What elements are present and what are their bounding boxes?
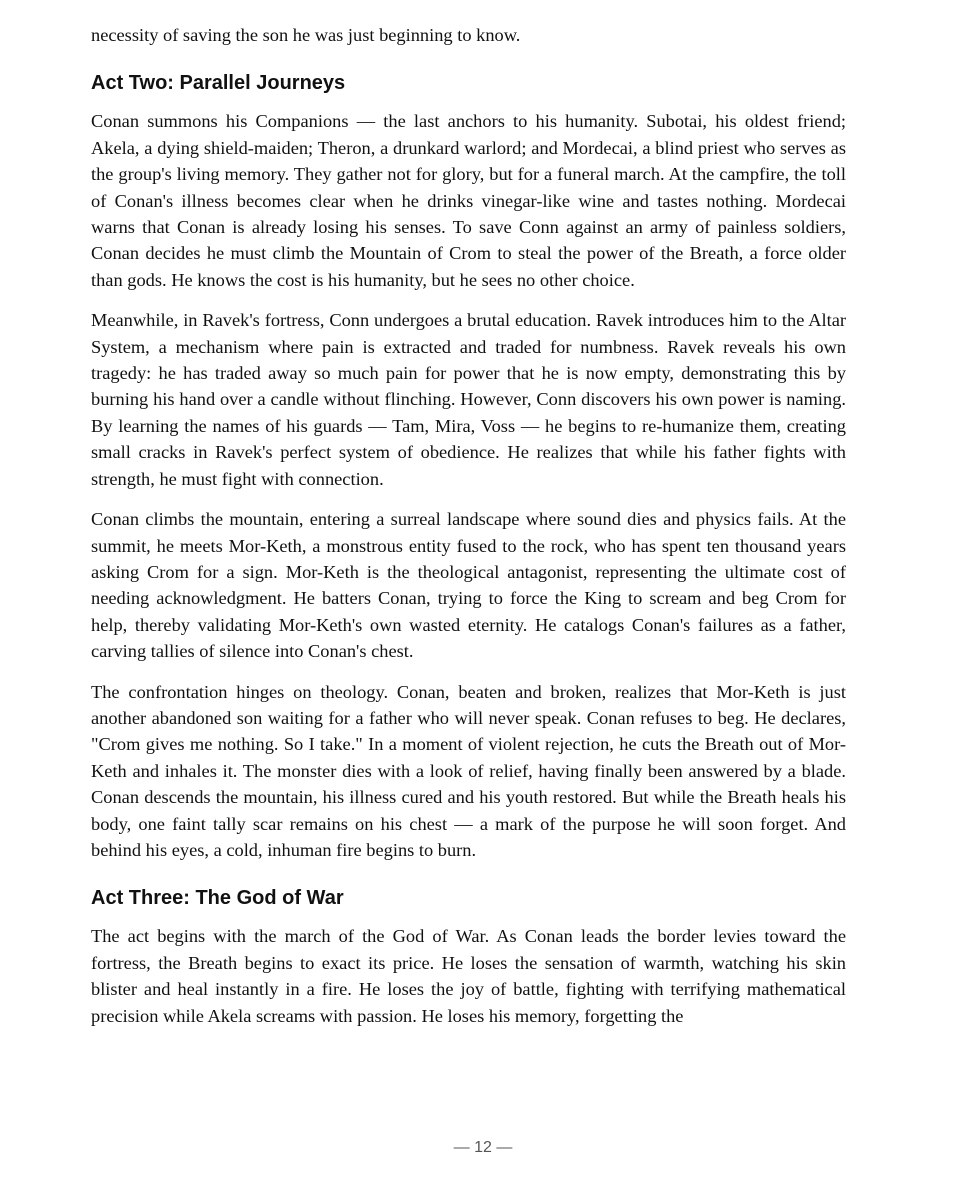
act-two-heading: Act Two: Parallel Journeys	[91, 72, 346, 95]
act-two-paragraph-1: Conan summons his Companions — the last anchors to his humanity. Subotai, his oldest friend; Akela, a dying shield-maiden; Theron, a drunkard warlord; and Mordecai, a blind priest who serves as the group's living memory. They gather not for glory, but for a funeral march. At the campfire, the toll of Conan's illness becomes clear when he drinks vinegar-like wine and tastes nothing. Mordecai warns that Conan is already losing his senses. To save Conn against an army of painless soldiers, Conan decides he must climb the Mountain of Crom to steal the power of the Breath, a force older than gods. He knows the cost is his humanity, but he sees no other choice.	[91, 111, 846, 290]
intro-paragraph: necessity of saving the son he was just beginning to know.	[91, 25, 521, 45]
act-three-paragraph-1: The act begins with the march of the God of War. As Conan leads the border levies toward the fortress, the Breath begins to exact its price. He loses the sensation of warmth, watching his skin blister and heal instantly in a fire. He loses the joy of battle, fighting with terrifying mathematical precision while Akela screams with passion. He loses his memory, forgetting the	[91, 926, 846, 1026]
act-two-paragraph-4: The confrontation hinges on theology. Conan, beaten and broken, realizes that Mor-Keth is just another abandoned son waiting for a father who will never speak. Conan refuses to beg. He declares, "Crom gives me nothing. So I take." In a moment of violent rejection, he cuts the Breath out of Mor-Keth and inhales it. The monster dies with a look of relief, having finally been answered by a blade. Conan descends the mountain, his illness cured and his youth restored. But while the Breath heals his body, one faint tally scar remains on his chest — a mark of the purpose he will soon forget. And behind his eyes, a cold, inhuman fire begins to burn.	[91, 681, 846, 860]
page-number: — 12 —	[453, 1139, 513, 1156]
document-page	[91, 22, 846, 1043]
act-two-paragraph-3: Conan climbs the mountain, entering a surreal landscape where sound dies and physics fails. At the summit, he meets Mor-Keth, a monstrous entity fused to the rock, who has spent ten thousand years asking Crom for a sign. Mor-Keth is the theological antagonist, representing the ultimate cost of needing acknowledgment. He batters Conan, trying to force the King to scream and beg Crom for help, thereby validating Mor-Keth's own wasted eternity. He catalogs Conan's failures as a father, carving tallies of silence into Conan's chest.	[91, 509, 846, 662]
act-two-paragraph-2: Meanwhile, in Ravek's fortress, Conn undergoes a brutal education. Ravek introduces him to the Altar System, a mechanism where pain is extracted and traded for numbness. Ravek reveals his own tragedy: he has traded away so much pain for power that he is now empty, demonstrating this by burning his hand over a candle without flinching. However, Conn discovers his own power is naming. By learning the names of his guards — Tam, Mira, Voss — he begins to re-humanize them, creating small cracks in Ravek's perfect system of obedience. He realizes that while his father fights with strength, he must fight with connection.	[91, 310, 846, 489]
act-three-heading: Act Three: The God of War	[91, 887, 344, 910]
